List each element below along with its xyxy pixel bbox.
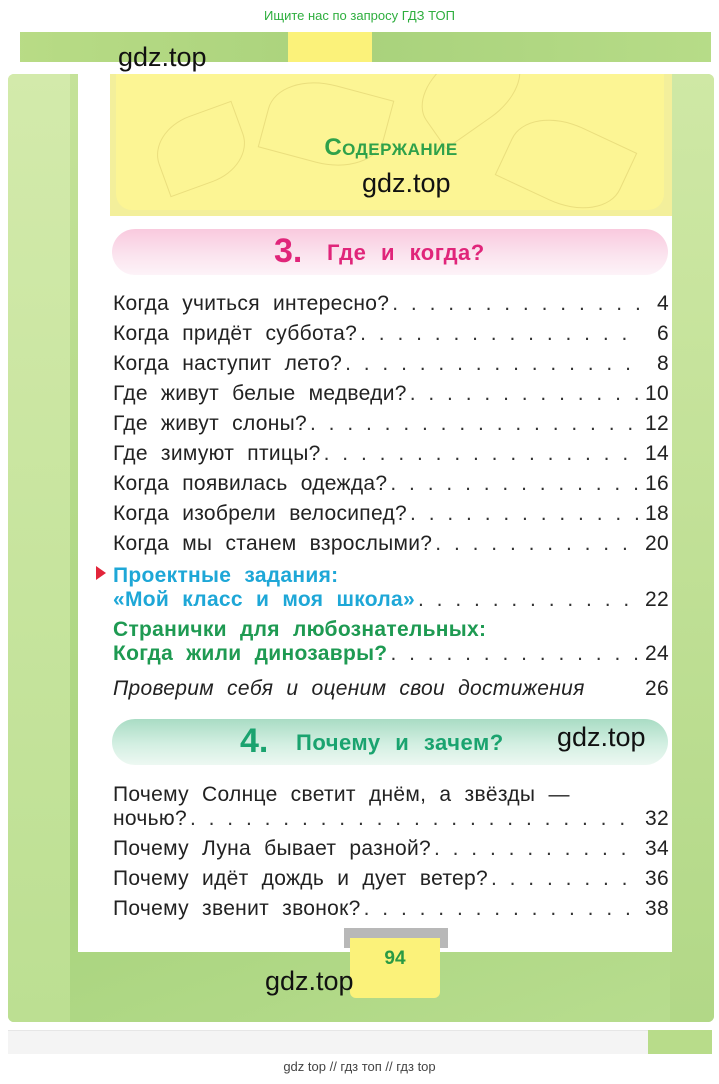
section-4-title: Почему и зачем? [296,730,504,755]
section-3-number: 3. [274,232,303,270]
toc-row[interactable]: Когда наступит лето? . . . 8 [113,353,669,377]
toc-row-project-heading[interactable]: Проектные задания: [113,564,339,587]
watermark: gdz.top [118,42,207,72]
toc-row[interactable]: Почему звенит звонок? . . . 38 [113,898,669,922]
toc-row[interactable]: Почему Солнце светит днём, а звёзды — [113,783,570,806]
watermark: gdz.top [265,966,354,996]
toc-row[interactable]: Почему идёт дождь и дует ветер? . . . 36 [113,868,669,892]
toc-row-project[interactable]: «Мой класс и моя школа» . . . 22 [113,589,669,613]
section-4-number: 4. [240,722,269,760]
footer-links[interactable]: gdz top // гдз топ // гдз top [283,1059,436,1074]
toc-row[interactable]: Когда учиться интересно? . . . 4 [113,293,669,317]
toc-row-check[interactable]: Проверим себя и оценим свои достижения 26 [113,677,669,700]
section-3-header [112,229,668,275]
section-3-title: Где и когда? [327,240,485,265]
toc-row[interactable]: Где живут белые медведи? . . . 10 [113,383,669,407]
page-number: 94 [350,938,440,998]
toc-row[interactable]: Когда изобрели велосипед? . . . 18 [113,503,669,527]
toc-row[interactable]: Когда мы станем взрослыми? . . . 20 [113,533,669,557]
arrow-marker-icon [96,566,106,580]
toc-row-curious[interactable]: Когда жили динозавры? . . . 24 [113,643,669,667]
next-page-strip [0,1030,719,1054]
toc-row[interactable]: Где живут слоны? . . . 12 [113,413,669,437]
toc-row-curious-heading[interactable]: Странички для любознательных: [113,618,487,641]
toc-row[interactable]: ночью? . . . 32 [113,808,669,832]
watermark: gdz.top [362,168,451,198]
watermark: gdz.top [557,722,646,752]
toc-row[interactable]: Когда появилась одежда? . . . 16 [113,473,669,497]
top-banner[interactable]: Ищите нас по запросу ГДЗ ТОП [0,0,719,32]
toc-row[interactable]: Почему Луна бывает разной? . . . 34 [113,838,669,862]
toc-row[interactable]: Где зимуют птицы? . . . 14 [113,443,669,467]
page-title: Содержание [324,134,458,161]
previous-page-strip [0,32,719,62]
toc-row[interactable]: Когда придёт суббота? . . . 6 [113,323,669,347]
